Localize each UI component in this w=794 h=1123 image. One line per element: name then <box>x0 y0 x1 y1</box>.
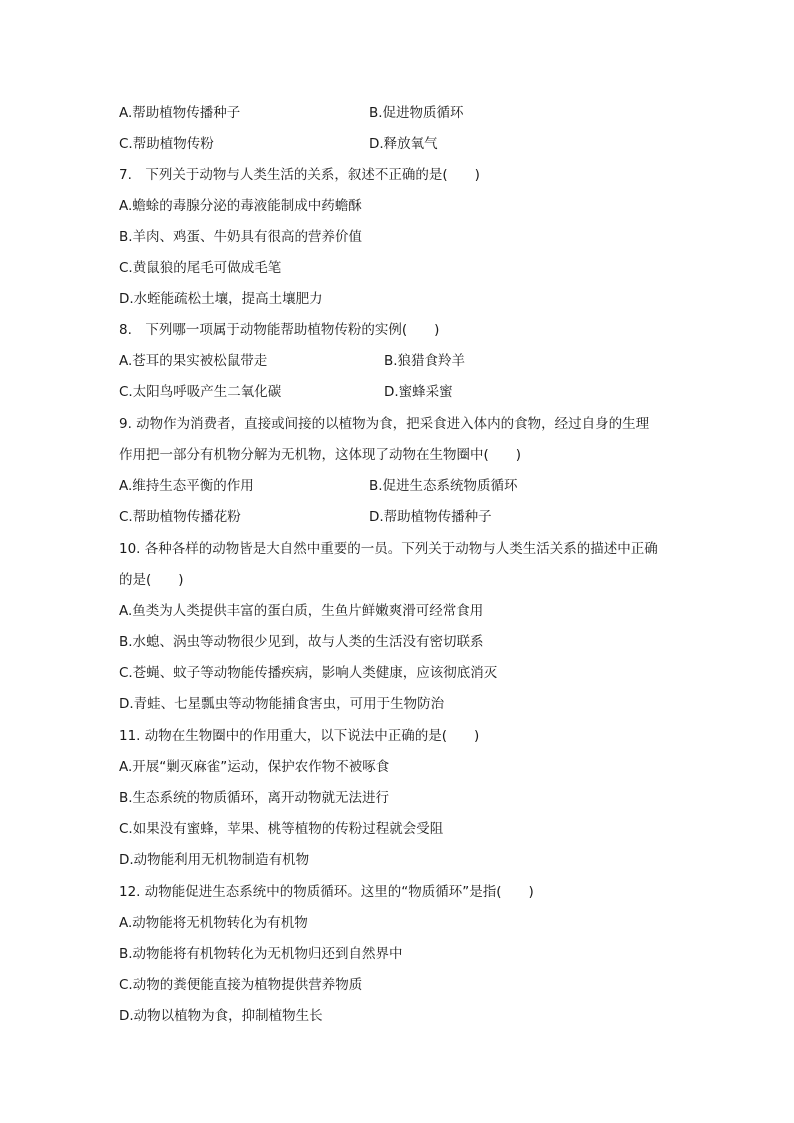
q10-option-b: B.水螅、涡虫等动物很少见到，故与人类的生活没有密切联系 <box>119 634 484 650</box>
q9-option-d: D.帮助植物传播种子 <box>369 509 492 525</box>
q12-option-a: A.动物能将无机物转化为有机物 <box>119 915 308 931</box>
q7-option-b: B.羊肉、鸡蛋、牛奶具有很高的营养价值 <box>119 229 363 245</box>
q9-option-a: A.维持生态平衡的作用 <box>119 478 254 494</box>
q11-option-b: B.生态系统的物质循环，离开动物就无法进行 <box>119 790 390 806</box>
question-8: 8. 下列哪一项属于动物能帮助植物传粉的实例( ) <box>119 322 440 338</box>
q11-option-c: C.如果没有蜜蜂，苹果、桃等植物的传粉过程就会受阻 <box>119 821 444 837</box>
question-9-line-2: 作用把一部分有机物分解为无机物，这体现了动物在生物圈中( ) <box>119 447 522 463</box>
q11-option-a: A.开展“剿灭麻雀”运动，保护农作物不被啄食 <box>119 759 390 775</box>
q7-option-a: A.蟾蜍的毒腺分泌的毒液能制成中药蟾酥 <box>119 198 362 214</box>
q12-option-b: B.动物能将有机物转化为无机物归还到自然界中 <box>119 946 403 962</box>
q7-option-d: D.水蛭能疏松土壤，提高土壤肥力 <box>119 291 323 307</box>
option-a: A.帮助植物传播种子 <box>119 105 241 121</box>
q10-option-c: C.苍蝇、蚊子等动物能传播疾病，影响人类健康，应该彻底消灭 <box>119 665 498 681</box>
q11-option-d: D.动物能利用无机物制造有机物 <box>119 852 310 868</box>
q10-option-d: D.青蛙、七星瓢虫等动物能捕食害虫，可用于生物防治 <box>119 696 445 712</box>
question-12: 12. 动物能促进生态系统中的物质循环。这里的“物质循环”是指( ) <box>119 884 534 900</box>
q9-option-c: C.帮助植物传播花粉 <box>119 509 241 525</box>
q8-option-d: D.蜜蜂采蜜 <box>384 384 453 400</box>
option-c: C.帮助植物传粉 <box>119 136 214 152</box>
question-7: 7. 下列关于动物与人类生活的关系，叙述不正确的是( ) <box>119 167 480 183</box>
option-d: D.释放氧气 <box>369 136 438 152</box>
q8-option-b: B.狼猎食羚羊 <box>384 353 466 369</box>
q10-option-a: A.鱼类为人类提供丰富的蛋白质，生鱼片鲜嫩爽滑可经常食用 <box>119 603 484 619</box>
q8-option-a: A.苍耳的果实被松鼠带走 <box>119 353 268 369</box>
q12-option-c: C.动物的粪便能直接为植物提供营养物质 <box>119 977 363 993</box>
q8-option-c: C.太阳鸟呼吸产生二氧化碳 <box>119 384 282 400</box>
question-10-line-2: 的是( ) <box>119 572 184 588</box>
option-b: B.促进物质循环 <box>369 105 464 121</box>
q12-option-d: D.动物以植物为食，抑制植物生长 <box>119 1008 323 1024</box>
q7-option-c: C.黄鼠狼的尾毛可做成毛笔 <box>119 260 282 276</box>
question-10-line-1: 10. 各种各样的动物皆是大自然中重要的一员。下列关于动物与人类生活关系的描述中正确 <box>119 541 658 557</box>
question-11: 11. 动物在生物圈中的作用重大，以下说法中正确的是( ) <box>119 728 480 744</box>
question-9-line-1: 9. 动物作为消费者，直接或间接的以植物为食，把采食进入体内的食物，经过自身的生理 <box>119 416 650 432</box>
q9-option-b: B.促进生态系统物质循环 <box>369 478 518 494</box>
